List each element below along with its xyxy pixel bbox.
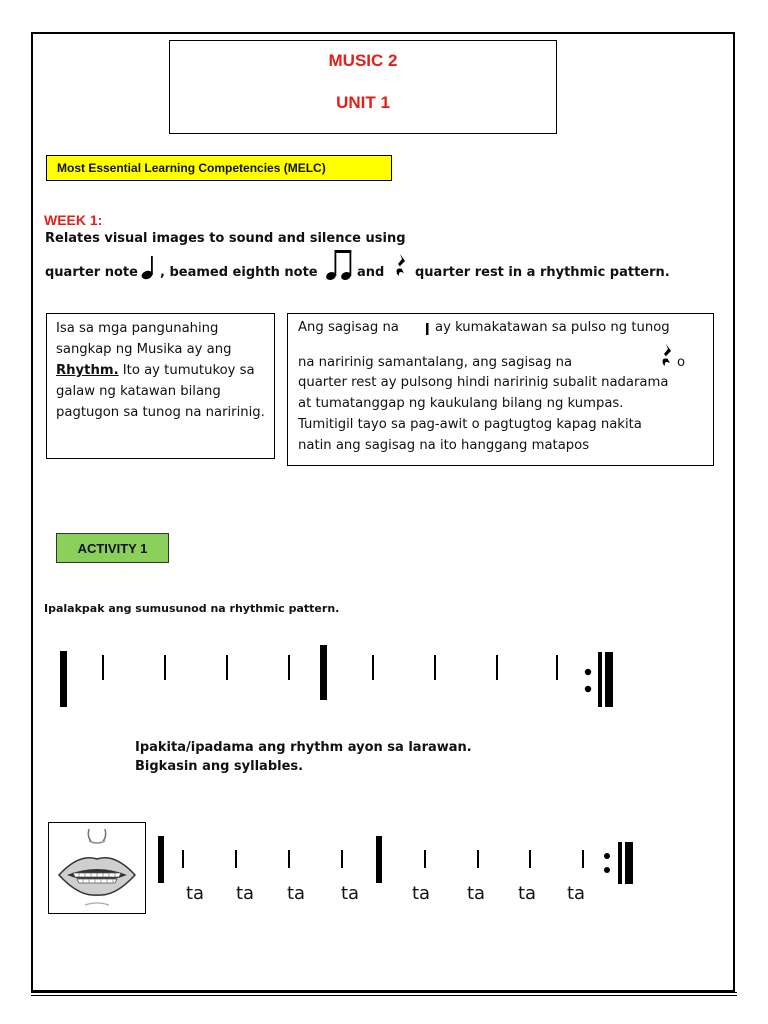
competency-line-1: Relates visual images to sound and silence using (45, 231, 406, 246)
rhythmic-pattern-2 (0, 830, 768, 890)
explanation-line-2a: na naririnig samantalang, ang sagisag na (298, 355, 573, 370)
beamed-eighth-label: , beamed eighth note (160, 265, 318, 280)
repeat-dot (604, 853, 610, 859)
syllable-ta: ta (287, 883, 306, 904)
beat-symbol-icon (425, 322, 431, 336)
rhythmic-pattern-1 (0, 640, 768, 720)
syllable-ta: ta (186, 883, 205, 904)
syllable-ta: ta (567, 883, 586, 904)
explanation-line-1b: ay kumakatawan sa pulso ng tunog (435, 320, 670, 335)
beat-mark (164, 655, 166, 680)
repeat-dot (604, 867, 610, 873)
end-barline-thick (605, 652, 613, 707)
repeat-dot (585, 669, 591, 675)
explanation-line-6: natin ang sagisag na ito hanggang matapos (298, 438, 590, 453)
activity-label: ACTIVITY 1 (56, 533, 169, 563)
beat-mark (235, 850, 237, 868)
beat-mark (102, 655, 104, 680)
quarter-note-label: quarter note (45, 265, 138, 280)
quarter-rest-symbol-icon (662, 342, 674, 366)
beat-mark (372, 655, 374, 680)
melc-label: Most Essential Learning Competencies (MELC) (46, 155, 392, 181)
measure-barline (320, 645, 327, 700)
syllable-ta: ta (412, 883, 431, 904)
show-instructions (135, 738, 472, 776)
beat-mark (288, 655, 290, 680)
show-instruction-line-1: Ipakita/ipadama ang rhythm ayon sa larawan. (135, 740, 472, 755)
beat-mark (182, 850, 184, 868)
repeat-dot (585, 686, 591, 692)
show-instruction-line-2: Bigkasin ang syllables. (135, 759, 304, 774)
end-barline-thin (598, 652, 602, 707)
week-label: WEEK 1: (44, 212, 103, 228)
page-border-bottom (31, 992, 737, 996)
start-barline (60, 651, 67, 707)
quarter-rest-icon (395, 248, 409, 282)
competency-line-2 (45, 248, 725, 282)
clap-instruction: Ipalakpak ang sumusunod na rhythmic pattern. (44, 602, 340, 615)
syllable-ta: ta (341, 883, 360, 904)
beamed-eighth-note-icon (325, 248, 355, 282)
page-title: MUSIC 2 (328, 51, 398, 70)
beat-mark (477, 850, 479, 868)
end-barline-thick (625, 842, 633, 884)
syllable-ta: ta (467, 883, 486, 904)
and-label: and (357, 265, 385, 280)
quarter-rest-label: quarter rest in a rhythmic pattern. (415, 265, 670, 280)
beat-mark (226, 655, 228, 680)
beat-mark (424, 850, 426, 868)
beat-mark (288, 850, 290, 868)
explanation-line-3: quarter rest ay pulsong hindi naririnig subalit nadarama (298, 375, 669, 390)
syllable-ta: ta (236, 883, 255, 904)
rhythm-definition-box (46, 313, 275, 459)
definition-text-after: Ito ay tumutukoy sa galaw ng katawan bilang pagtugon sa tunog na naririnig. (56, 363, 265, 420)
beat-mark (529, 850, 531, 868)
title-box (169, 40, 557, 134)
explanation-line-4: at tumatanggap ng kaukulang bilang ng kumpas. (298, 396, 624, 411)
definition-text-before: Isa sa mga pangunahing sangkap ng Musika ay ang (56, 321, 232, 357)
beat-mark (341, 850, 343, 868)
explanation-line-5: Tumitigil tayo sa pag-awit o pagtugtog kapag nakita (298, 417, 642, 432)
rhythm-term: Rhythm. (56, 363, 119, 378)
unit-title: UNIT 1 (336, 93, 390, 112)
beat-mark (582, 850, 584, 868)
end-barline-thin (618, 842, 622, 884)
beat-mark (556, 655, 558, 680)
syllable-ta: ta (518, 883, 537, 904)
explanation-line-2b: o (677, 355, 686, 370)
start-barline (158, 836, 164, 883)
beat-mark (496, 655, 498, 680)
measure-barline (376, 836, 382, 883)
explanation-line-1a: Ang sagisag na (298, 320, 399, 335)
beat-mark (434, 655, 436, 680)
symbol-explanation-box (287, 313, 714, 466)
quarter-note-icon (140, 248, 160, 282)
